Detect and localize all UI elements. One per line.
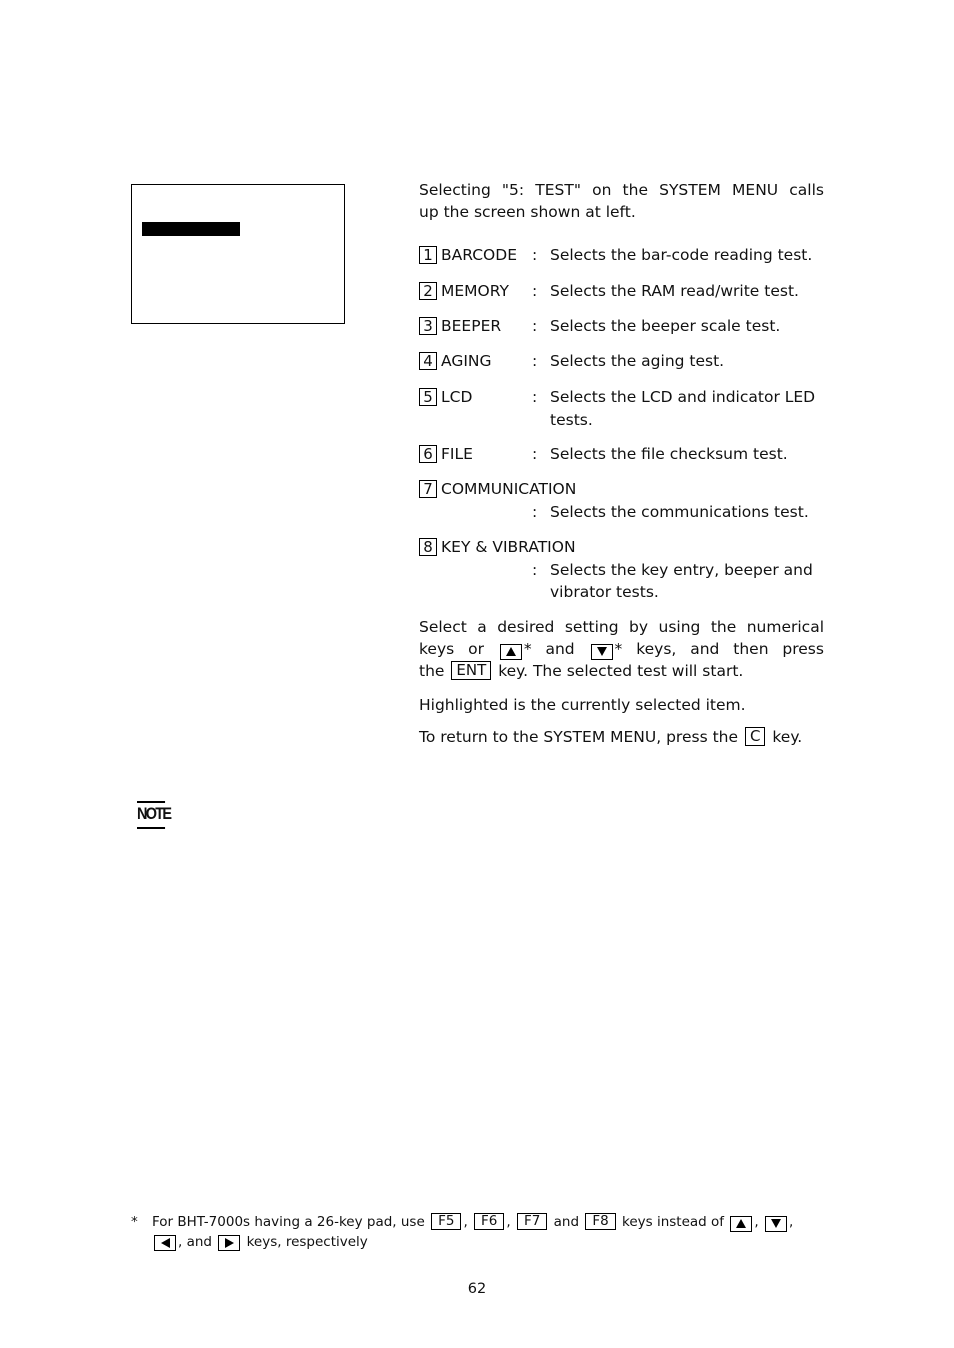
text-and: , and — [178, 1234, 212, 1250]
num-key: 1 — [419, 246, 437, 264]
item-name: COMMUNICATION — [441, 480, 577, 498]
footnote-line-2 — [152, 1232, 368, 1252]
select-line-1: Select a desired setting by using the numerical — [419, 618, 824, 636]
f7-key: F7 — [517, 1213, 547, 1230]
colon: : — [532, 388, 538, 406]
return-text: To return to the SYSTEM MENU, press the — [419, 728, 739, 746]
item-desc: Selects the RAM read/write test. — [550, 282, 799, 300]
item-desc-cont: tests. — [550, 411, 593, 429]
select-line-3 — [419, 660, 824, 682]
colon: : — [532, 352, 538, 370]
colon: : — [532, 445, 538, 463]
num-key: 2 — [419, 282, 437, 300]
num-key: 3 — [419, 317, 437, 335]
right-arrow-key — [218, 1235, 240, 1251]
text-respectively: keys, respectively — [246, 1234, 368, 1250]
up-arrow-key — [500, 644, 522, 660]
down-arrow-key — [591, 644, 613, 660]
left-arrow-key — [154, 1235, 176, 1251]
down-arrow-icon — [597, 647, 607, 656]
comma: , — [754, 1214, 759, 1230]
up-arrow-icon — [506, 647, 516, 656]
text-the: the — [419, 662, 445, 680]
down-arrow-key — [765, 1216, 787, 1232]
item-name: KEY & VIBRATION — [441, 538, 576, 556]
highlighted-text: Highlighted is the currently selected item. — [419, 696, 746, 714]
lcd-screen-illustration — [131, 184, 345, 324]
up-arrow-key — [730, 1216, 752, 1232]
item-desc: Selects the key entry, beeper and — [550, 561, 813, 579]
num-key: 7 — [419, 480, 437, 498]
item-desc: Selects the beeper scale test. — [550, 317, 781, 335]
asterisk: * — [614, 640, 623, 658]
item-name: MEMORY — [441, 282, 509, 300]
intro-line-1: Selecting "5: TEST" on the SYSTEM MENU calls — [419, 181, 824, 199]
colon: : — [532, 503, 538, 521]
num-key: 8 — [419, 538, 437, 556]
comma: , — [463, 1214, 468, 1230]
f8-key: F8 — [585, 1213, 615, 1230]
item-desc: Selects the file checksum test. — [550, 445, 788, 463]
c-key: C — [745, 727, 765, 746]
footnote-prefix: For BHT-7000s having a 26-key pad, use — [152, 1214, 425, 1230]
item-name: FILE — [441, 445, 473, 463]
item-name: AGING — [441, 352, 492, 370]
down-arrow-icon — [771, 1219, 781, 1228]
footnote-line-1 — [152, 1212, 793, 1232]
up-arrow-icon — [736, 1219, 746, 1228]
comma: , — [506, 1214, 511, 1230]
num-key: 6 — [419, 445, 437, 463]
right-arrow-icon — [225, 1238, 234, 1248]
f5-key: F5 — [431, 1213, 461, 1230]
highlight-bar — [142, 222, 240, 236]
f6-key: F6 — [474, 1213, 504, 1230]
item-name: LCD — [441, 388, 473, 406]
select-line-2 — [419, 638, 824, 660]
text-and: and — [553, 1214, 580, 1230]
item-desc: Selects the aging test. — [550, 352, 725, 370]
asterisk: * — [523, 640, 532, 658]
colon: : — [532, 282, 538, 300]
colon: : — [532, 246, 538, 264]
item-name: BARCODE — [441, 246, 517, 264]
footnote-asterisk: * — [131, 1214, 138, 1230]
num-key: 5 — [419, 388, 437, 406]
num-key: 4 — [419, 352, 437, 370]
comma: , — [788, 1214, 794, 1230]
intro-line-2: up the screen shown at left. — [419, 203, 636, 221]
text-after-ent: key. The selected test will start. — [498, 662, 744, 680]
text-keys-then: keys, and then press — [636, 640, 824, 658]
return-line — [419, 726, 824, 748]
item-desc: Selects the communications test. — [550, 503, 809, 521]
colon: : — [532, 317, 538, 335]
item-desc-cont: vibrator tests. — [550, 583, 659, 601]
left-arrow-icon — [161, 1238, 170, 1248]
item-name: BEEPER — [441, 317, 502, 335]
ent-key: ENT — [451, 661, 491, 680]
page-number: 62 — [467, 1281, 487, 1297]
text-keys-or: keys or — [419, 640, 484, 658]
note-icon: NOTE — [137, 801, 165, 829]
text-and: and — [545, 640, 575, 658]
item-desc: Selects the bar-code reading test. — [550, 246, 813, 264]
item-desc: Selects the LCD and indicator LED — [550, 388, 816, 406]
return-text-end: key. — [772, 728, 803, 746]
colon: : — [532, 561, 538, 579]
text-instead: keys instead of — [622, 1214, 725, 1230]
